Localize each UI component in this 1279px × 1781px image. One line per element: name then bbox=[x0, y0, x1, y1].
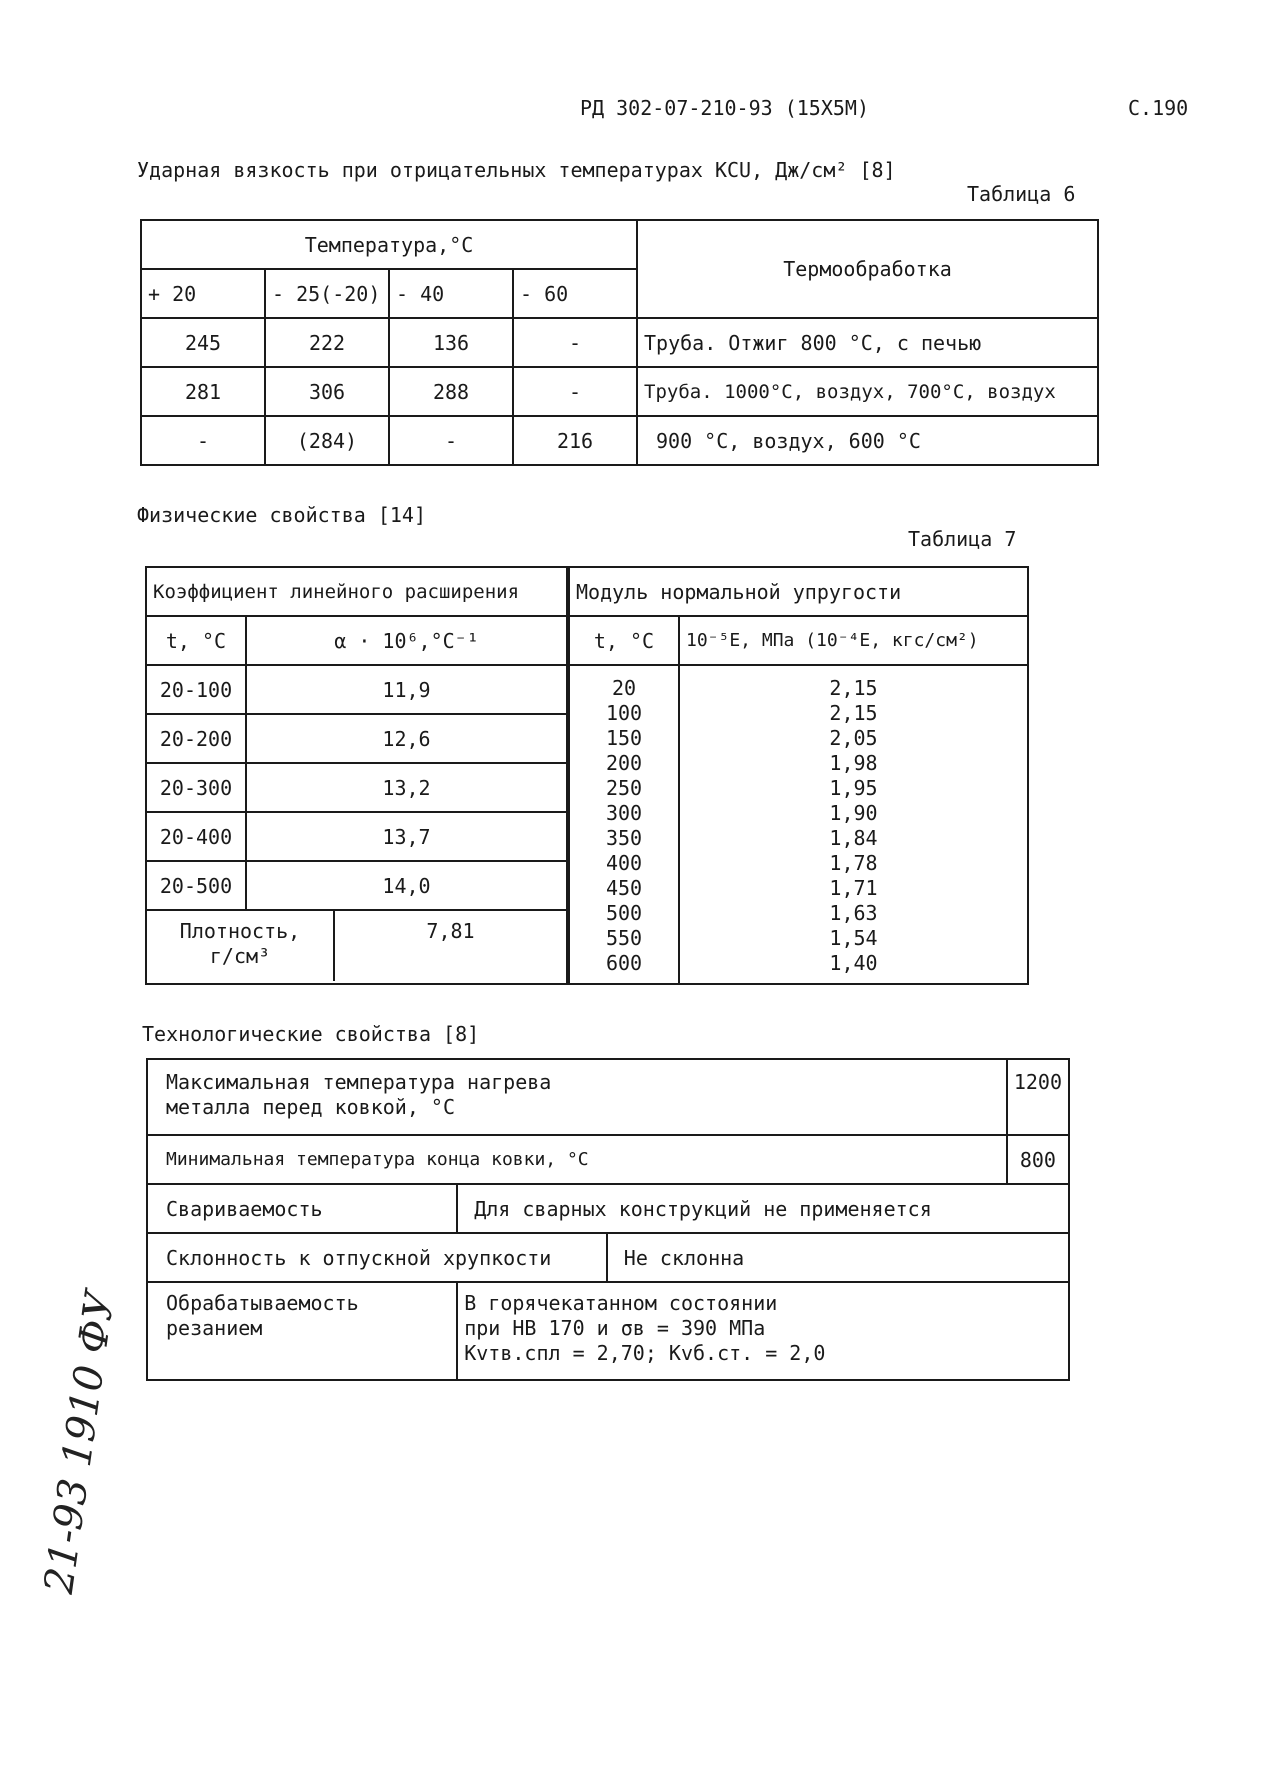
cell: - bbox=[389, 416, 513, 465]
weldability-label: Свариваемость bbox=[147, 1184, 457, 1233]
list-item: 2,15 bbox=[829, 701, 878, 725]
table-row bbox=[141, 367, 1098, 416]
range-cell: 20-400 bbox=[146, 812, 246, 861]
table-row bbox=[147, 1059, 1069, 1135]
table-7-expansion bbox=[145, 566, 568, 985]
brittleness-label: Склонность к отпускной хрупкости bbox=[147, 1233, 607, 1282]
section-title-impact-toughness: Ударная вязкость при отрицательных температурах KCU, Дж/см² [8] bbox=[137, 158, 896, 182]
min-temp-value: 800 bbox=[1007, 1135, 1069, 1184]
list-item: 1,95 bbox=[829, 776, 878, 800]
list-item: 200 bbox=[605, 751, 643, 775]
max-temp-value: 1200 bbox=[1007, 1059, 1069, 1135]
temperature-header: Температура,°С bbox=[141, 220, 637, 269]
table-row bbox=[147, 1184, 1069, 1233]
list-item: 1,63 bbox=[829, 901, 878, 925]
cell: 136 bbox=[389, 318, 513, 367]
list-item: 2,05 bbox=[829, 726, 878, 750]
cell: 245 bbox=[141, 318, 265, 367]
table-6 bbox=[140, 219, 1099, 466]
list-item: 20 bbox=[611, 676, 637, 700]
density-row bbox=[146, 910, 567, 984]
table-row bbox=[147, 1233, 1069, 1282]
cell: - bbox=[513, 367, 637, 416]
range-cell: 20-500 bbox=[146, 861, 246, 910]
cell: 306 bbox=[265, 367, 389, 416]
range-cell: 20-200 bbox=[146, 714, 246, 763]
e-col-header: 10⁻⁵E, МПа (10⁻⁴E, кгс/см²) bbox=[679, 616, 1028, 665]
value-cell: 13,2 bbox=[246, 763, 567, 812]
handwritten-margin-note: 21-93 1910 ФУ bbox=[36, 1288, 124, 1597]
table-row bbox=[146, 665, 567, 714]
list-item: 1,98 bbox=[829, 751, 878, 775]
treatment-cell: Труба. Отжиг 800 °С, с печью bbox=[637, 318, 1098, 367]
list-item: 550 bbox=[605, 926, 643, 950]
list-item: 400 bbox=[605, 851, 643, 875]
cell: 222 bbox=[265, 318, 389, 367]
range-cell: 20-300 bbox=[146, 763, 246, 812]
list-item: 100 bbox=[605, 701, 643, 725]
modulus-header: Модуль нормальной упругости bbox=[569, 567, 1028, 616]
section-title-technological: Технологические свойства [8] bbox=[142, 1022, 480, 1046]
table-6-label: Таблица 6 bbox=[967, 182, 1076, 206]
page-number: С.190 bbox=[1128, 96, 1189, 120]
modulus-temperatures bbox=[569, 665, 679, 984]
list-item: 350 bbox=[605, 826, 643, 850]
max-temp-label: Максимальная температура нагрева металла перед ковкой, °С bbox=[147, 1059, 1007, 1135]
density-label: Плотность, г/см³ bbox=[147, 911, 335, 981]
table-row bbox=[141, 318, 1098, 367]
brittleness-value: Не склонна bbox=[607, 1233, 1069, 1282]
min-temp-label: Минимальная температура конца ковки, °С bbox=[147, 1135, 1007, 1184]
table-row bbox=[146, 714, 567, 763]
list-item: 600 bbox=[605, 951, 643, 975]
value-cell: 12,6 bbox=[246, 714, 567, 763]
cell: (284) bbox=[265, 416, 389, 465]
table-row bbox=[147, 1135, 1069, 1184]
cell: 216 bbox=[513, 416, 637, 465]
value-cell: 11,9 bbox=[246, 665, 567, 714]
machinability-label: Обрабатываемость резанием bbox=[147, 1282, 457, 1380]
temp-col: - 25(-20) bbox=[265, 269, 389, 318]
table-7-label: Таблица 7 bbox=[908, 527, 1017, 551]
cell: 281 bbox=[141, 367, 265, 416]
cell: - bbox=[513, 318, 637, 367]
temp-col: - 60 bbox=[513, 269, 637, 318]
value-cell: 13,7 bbox=[246, 812, 567, 861]
technological-properties-table bbox=[146, 1058, 1070, 1381]
document-id: РД 302-07-210-93 (15Х5М) bbox=[580, 96, 869, 120]
heat-treatment-header: Термообработка bbox=[637, 220, 1098, 318]
table-row bbox=[141, 416, 1098, 465]
list-item: 1,90 bbox=[829, 801, 878, 825]
machinability-value: В горячекатанном состоянии при НВ 170 и σв = 390 МПа Kvтв.спл = 2,70; Kvб.ст. = 2,0 bbox=[457, 1282, 1069, 1380]
list-item: 1,71 bbox=[829, 876, 878, 900]
section-title-physical: Физические свойства [14] bbox=[137, 503, 426, 527]
table-row bbox=[146, 763, 567, 812]
list-item: 150 bbox=[605, 726, 643, 750]
table-row bbox=[146, 861, 567, 910]
t-col2-header: t, °С bbox=[569, 616, 679, 665]
cell: - bbox=[141, 416, 265, 465]
treatment-cell: Труба. 1000°С, воздух, 700°С, воздух bbox=[637, 367, 1098, 416]
table-row bbox=[147, 1282, 1069, 1380]
table-7-modulus bbox=[568, 566, 1029, 985]
list-item: 250 bbox=[605, 776, 643, 800]
table-row bbox=[146, 812, 567, 861]
modulus-values bbox=[679, 665, 1028, 984]
temp-col: - 40 bbox=[389, 269, 513, 318]
list-item: 500 bbox=[605, 901, 643, 925]
density-value: 7,81 bbox=[426, 919, 475, 943]
list-item: 2,15 bbox=[829, 676, 878, 700]
temp-col: + 20 bbox=[141, 269, 265, 318]
list-item: 1,54 bbox=[829, 926, 878, 950]
cell: 288 bbox=[389, 367, 513, 416]
alpha-col-header: α · 10⁶,°С⁻¹ bbox=[246, 616, 567, 665]
value-cell: 14,0 bbox=[246, 861, 567, 910]
expansion-header: Коэффициент линейного расширения bbox=[146, 567, 567, 616]
list-item: 1,78 bbox=[829, 851, 878, 875]
list-item: 1,40 bbox=[829, 951, 878, 975]
list-item: 300 bbox=[605, 801, 643, 825]
list-item: 1,84 bbox=[829, 826, 878, 850]
list-item: 450 bbox=[605, 876, 643, 900]
weldability-value: Для сварных конструкций не применяется bbox=[457, 1184, 1069, 1233]
treatment-cell: 900 °С, воздух, 600 °С bbox=[637, 416, 1098, 465]
range-cell: 20-100 bbox=[146, 665, 246, 714]
t-col-header: t, °С bbox=[146, 616, 246, 665]
